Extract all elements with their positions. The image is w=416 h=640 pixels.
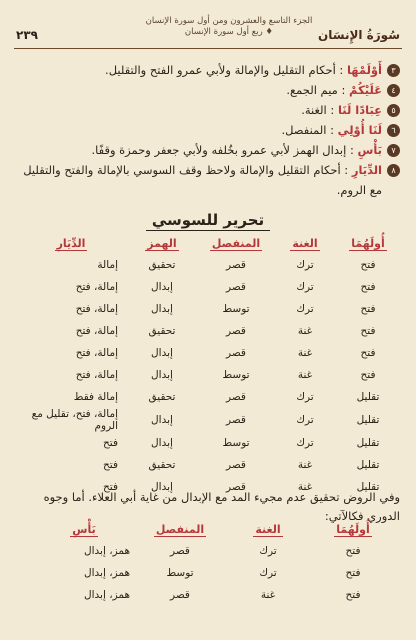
table-cell: توسط [166, 567, 194, 579]
table-row [20, 298, 396, 320]
table-cell: غنة [297, 325, 313, 337]
table-cell: فتح [360, 259, 376, 271]
table-cell: تقليل [356, 481, 380, 493]
table-cell: ترك [296, 391, 314, 403]
page-header [14, 10, 402, 50]
note-word: عَلَيْكُمْ [349, 83, 382, 97]
column-header: الهمز [147, 236, 177, 250]
note-number: ٨ [387, 164, 400, 177]
table-cell: قصر [226, 414, 246, 426]
note-item: ٣ أَوْلَمْهَا : أحكام التقليل والإمالة ولأبي عمرو الفتح والتقليل. [16, 60, 400, 80]
note-number: ٦ [387, 124, 400, 137]
table-cell: إمالة، فتح [75, 325, 118, 337]
table-cell: غنة [260, 589, 276, 601]
note-text: أحكام التقليل والإمالة ولأبي عمرو الفتح والتقليل. [105, 63, 336, 77]
table-cell: غنة [297, 481, 313, 493]
table-cell: فتح [360, 303, 376, 315]
table-header-row [20, 232, 396, 254]
note-item: ٧ بَأْسِ : إبدال الهمز لأبي عمرو بخُلفه ولأبي جعفر وحمزة وقفًا. [16, 140, 400, 160]
section-title-text: تحرير للسوسي [146, 211, 270, 231]
table-cell: إبدال [151, 481, 173, 493]
note-number: ٧ [387, 144, 400, 157]
table-cell: ترك [296, 259, 314, 271]
table-cell: إبدال [151, 414, 173, 426]
table-cell: قصر [226, 391, 246, 403]
table-cell: إبدال [151, 303, 173, 315]
note-word: أَوْلَمْهَا [346, 63, 382, 77]
table-cell: قصر [170, 589, 190, 601]
table-row [20, 320, 396, 342]
note-number: ٥ [387, 104, 400, 117]
juz-line-2: ♦ ربع أول سورة الإنسان [184, 27, 274, 37]
table-cell: غنة [297, 369, 313, 381]
table-row [20, 386, 396, 408]
table-row [20, 342, 396, 364]
table-cell: فتح [103, 459, 118, 471]
table-row [34, 584, 396, 606]
table-cell: ترك [259, 545, 277, 557]
column-header: المنفصل [155, 522, 205, 536]
page-number: ٢٣٩ [16, 28, 38, 42]
note-text: الغنة. [301, 103, 327, 117]
juz-info [134, 16, 324, 38]
conclusion-text: وفي الروض تحقيق عدم مجيء المد مع الإبدال من غاية أبي العلاء. أما وجوه الدوري فكالآتي: [43, 490, 400, 523]
table-cell: قصر [226, 481, 246, 493]
table-cell: همز، إبدال [83, 589, 130, 601]
column-header: بَأْسِ [72, 522, 96, 536]
table-cell: تقليل [356, 391, 380, 403]
table-cell: تحقيق [148, 391, 176, 403]
table-cell: توسط [222, 369, 250, 381]
table-cell: قصر [226, 281, 246, 293]
table-cell: إمالة، فتح، تقليل مع الروم [31, 408, 118, 432]
table-cell: إمالة، فتح [75, 369, 118, 381]
sousi-table [20, 232, 396, 498]
table-cell: إمالة، فتح [75, 347, 118, 359]
juz-line-1: الجزء التاسع والعشرون ومن أول سورة الإنسان [145, 16, 313, 26]
column-header: الدِّيَارِ [56, 236, 86, 250]
notes-list [16, 60, 400, 200]
note-text: أحكام التقليل والإمالة ولاحظ وقف السوسي بالإمالة والفتح والتقليل مع الروم. [23, 163, 382, 197]
table-row [34, 562, 396, 584]
table-cell: إمالة [97, 259, 118, 271]
note-text: المنفصل. [281, 123, 327, 137]
note-text: ميم الجمع. [286, 83, 338, 97]
note-item: ٨ الدِّيَارِ : أحكام التقليل والإمالة ولاحظ وقف السوسي بالإمالة والفتح والتقليل مع الروم. [16, 160, 400, 200]
column-header: الغنة [292, 236, 318, 250]
table-cell: فتح [360, 347, 376, 359]
table-cell: فتح [360, 369, 376, 381]
table-cell: فتح [103, 481, 118, 493]
note-word: عِبَادًا لَنَا [337, 103, 382, 117]
column-header: أُولَهُمَا [351, 236, 385, 250]
table-cell: فتح [345, 589, 361, 601]
table-cell: ترك [259, 567, 277, 579]
column-header: أُولَهُمَا [336, 522, 370, 536]
note-number: ٤ [387, 84, 400, 97]
table-cell: قصر [226, 347, 246, 359]
table-cell: إبدال [151, 347, 173, 359]
table-cell: توسط [222, 303, 250, 315]
table-cell: إمالة فقط [73, 391, 118, 403]
table-cell: فتح [345, 545, 361, 557]
table-cell: همز، إبدال [83, 567, 130, 579]
note-word: بَأْسِ [357, 143, 382, 157]
table-cell: فتح [103, 437, 118, 449]
table-cell: إبدال [151, 369, 173, 381]
table-cell: غنة [297, 459, 313, 471]
table-cell: إبدال [151, 281, 173, 293]
table-cell: إبدال [151, 437, 173, 449]
table-cell: ترك [296, 281, 314, 293]
table-cell: إمالة، فتح [75, 303, 118, 315]
header-rule [14, 48, 402, 49]
note-item: ٤ عَلَيْكُمْ : ميم الجمع. [16, 80, 400, 100]
douri-table [34, 518, 396, 606]
table-cell: فتح [360, 281, 376, 293]
table-row [20, 432, 396, 454]
table-cell: تحقيق [148, 259, 176, 271]
note-text: إبدال الهمز لأبي عمرو بخُلفه ولأبي جعفر وحمزة وقفًا. [91, 143, 347, 157]
table-cell: فتح [360, 325, 376, 337]
table-cell: قصر [170, 545, 190, 557]
table-cell: تحقيق [148, 459, 176, 471]
table-cell: قصر [226, 459, 246, 471]
table-cell: همز، إبدال [83, 545, 130, 557]
note-item: ٥ عِبَادًا لَنَا : الغنة. [16, 100, 400, 120]
note-word: لَنَا أُوْلِي [337, 123, 382, 137]
table-header-row [34, 518, 396, 540]
table-row [34, 540, 396, 562]
table-cell: تقليل [356, 414, 380, 426]
table-cell: قصر [226, 325, 246, 337]
table-row [20, 364, 396, 386]
table-cell: توسط [222, 437, 250, 449]
table-row [20, 408, 396, 432]
note-word: الدِّيَارِ [351, 163, 382, 177]
table-row [20, 276, 396, 298]
table-cell: تقليل [356, 459, 380, 471]
table-cell: تحقيق [148, 325, 176, 337]
note-number: ٣ [387, 64, 400, 77]
table-row [20, 254, 396, 276]
note-item: ٦ لَنَا أُوْلِي : المنفصل. [16, 120, 400, 140]
column-header: الغنة [255, 522, 281, 536]
table-cell: ترك [296, 414, 314, 426]
table-cell: قصر [226, 259, 246, 271]
section-title [0, 210, 416, 229]
table-cell: ترك [296, 303, 314, 315]
table-cell: ترك [296, 437, 314, 449]
column-header: المنفصل [211, 236, 261, 250]
table-cell: إمالة، فتح [75, 281, 118, 293]
table-cell: فتح [345, 567, 361, 579]
table-row [20, 454, 396, 476]
table-cell: غنة [297, 347, 313, 359]
table-cell: تقليل [356, 437, 380, 449]
surah-name: سُورَةُ الإِنسَان [317, 28, 400, 42]
